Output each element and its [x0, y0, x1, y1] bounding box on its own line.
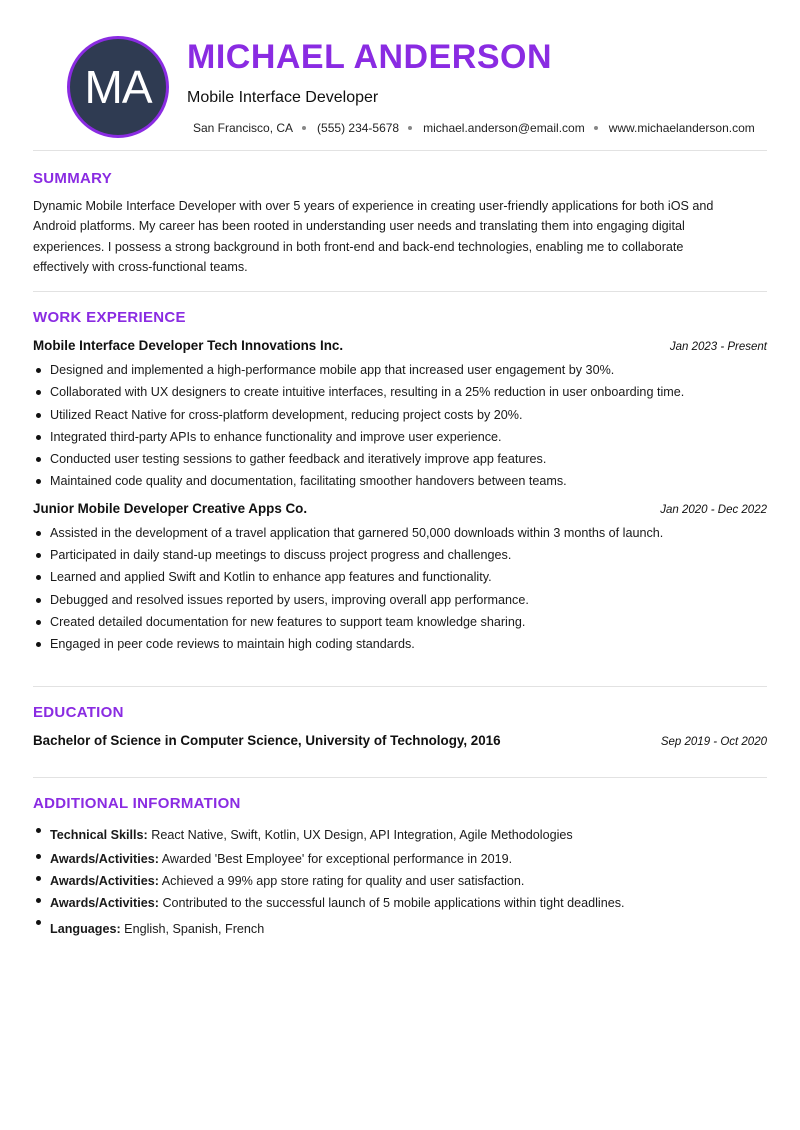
list-item: Designed and implemented a high-performance mobile app that increased user engagement by 30%. — [33, 359, 767, 381]
list-item — [33, 870, 767, 892]
summary-text — [33, 196, 767, 278]
info-text: Awarded 'Best Employee' for exceptional performance in 2019. — [158, 852, 513, 866]
job-bullets — [33, 359, 767, 493]
info-label: Technical Skills: — [50, 828, 148, 842]
job-header — [33, 501, 767, 516]
list-item: Collaborated with UX designers to create intuitive interfaces, resulting in a 25% reduction in user onboarding time. — [33, 381, 767, 403]
job-entry — [33, 501, 767, 656]
summary-divider — [33, 291, 767, 292]
info-text: Achieved a 99% app store rating for quality and user satisfaction. — [158, 874, 525, 888]
job-header — [33, 338, 767, 353]
education-title: EDUCATION — [33, 704, 124, 721]
info-label: Awards/Activities: — [50, 852, 159, 866]
list-item: Conducted user testing sessions to gather feedback and iteratively improve app features. — [33, 448, 767, 470]
info-label: Languages: — [50, 922, 121, 936]
candidate-name: MICHAEL ANDERSON — [187, 38, 553, 76]
education-divider — [33, 777, 767, 778]
experience-title: WORK EXPERIENCE — [33, 309, 186, 326]
job-title: Junior Mobile Developer Creative Apps Co. — [33, 500, 308, 516]
dot-separator-icon — [594, 126, 598, 130]
header-divider — [33, 150, 767, 151]
summary-line: Android platforms. My career has been rooted in understanding user needs and translating them into engaging digital — [33, 219, 685, 234]
avatar-initials: MA — [84, 61, 152, 113]
job-date: Jan 2023 - Present — [669, 341, 767, 353]
summary-line: experiences. I possess a strong background in both front-end and back-end technologies, enabling me to collaborate — [33, 239, 684, 254]
list-item: Participated in daily stand-up meetings to discuss project progress and challenges. — [33, 544, 767, 566]
job-date: Jan 2020 - Dec 2022 — [660, 503, 767, 516]
job-entry — [33, 338, 767, 493]
additional-list — [33, 822, 767, 944]
education-degree: Bachelor of Science in Computer Science, University of Technology, 2016 — [33, 733, 501, 748]
list-item: Assisted in the development of a travel application that garnered 50,000 downloads within 3 months of launch. — [33, 522, 767, 544]
info-label: Awards/Activities: — [50, 896, 159, 910]
summary-line: effectively with cross-functional teams. — [33, 260, 248, 275]
info-text: React Native, Swift, Kotlin, UX Design, API Integration, Agile Methodologies — [147, 828, 573, 842]
dot-separator-icon — [302, 126, 306, 130]
candidate-role: Mobile Interface Developer — [187, 89, 379, 106]
list-item: Maintained code quality and documentation, facilitating smoother handovers between teams. — [33, 470, 767, 492]
job-bullets — [33, 522, 767, 656]
info-text: English, Spanish, French — [120, 922, 265, 936]
info-text: Contributed to the successful launch of 5 mobile applications within tight deadlines. — [158, 896, 625, 910]
additional-section — [33, 795, 767, 944]
summary-section — [33, 170, 767, 278]
education-entry — [33, 733, 767, 748]
experience-divider — [33, 686, 767, 687]
list-item — [33, 914, 767, 944]
dot-separator-icon — [408, 126, 412, 130]
education-date: Sep 2019 - Oct 2020 — [660, 736, 767, 748]
list-item — [33, 892, 767, 914]
list-item — [33, 822, 767, 848]
list-item: Engaged in peer code reviews to maintain high coding standards. — [33, 633, 767, 655]
list-item: Learned and applied Swift and Kotlin to enhance app features and functionality. — [33, 566, 767, 588]
additional-title: ADDITIONAL INFORMATION — [33, 795, 241, 812]
info-label: Awards/Activities: — [50, 874, 159, 888]
list-item — [33, 848, 767, 870]
avatar — [67, 36, 169, 138]
education-section — [33, 704, 767, 748]
list-item: Integrated third-party APIs to enhance functionality and improve user experience. — [33, 426, 767, 448]
summary-line: Dynamic Mobile Interface Developer with over 5 years of experience in creating user-friendly applications for both iOS and — [33, 199, 714, 213]
job-title: Mobile Interface Developer Tech Innovations Inc. — [33, 338, 344, 353]
contact-phone: (555) 234-5678 — [317, 121, 400, 135]
experience-section — [33, 309, 767, 656]
contact-website[interactable]: www.michaelanderson.com — [608, 121, 755, 135]
list-item: Debugged and resolved issues reported by users, improving overall app performance. — [33, 589, 767, 611]
summary-title: SUMMARY — [33, 170, 113, 187]
contact-info — [193, 121, 755, 135]
contact-email[interactable]: michael.anderson@email.com — [423, 121, 585, 135]
list-item: Utilized React Native for cross-platform development, reducing project costs by 20%. — [33, 404, 767, 426]
contact-location: San Francisco, CA — [193, 121, 294, 135]
resume-header — [33, 0, 767, 150]
list-item: Created detailed documentation for new features to support team knowledge sharing. — [33, 611, 767, 633]
